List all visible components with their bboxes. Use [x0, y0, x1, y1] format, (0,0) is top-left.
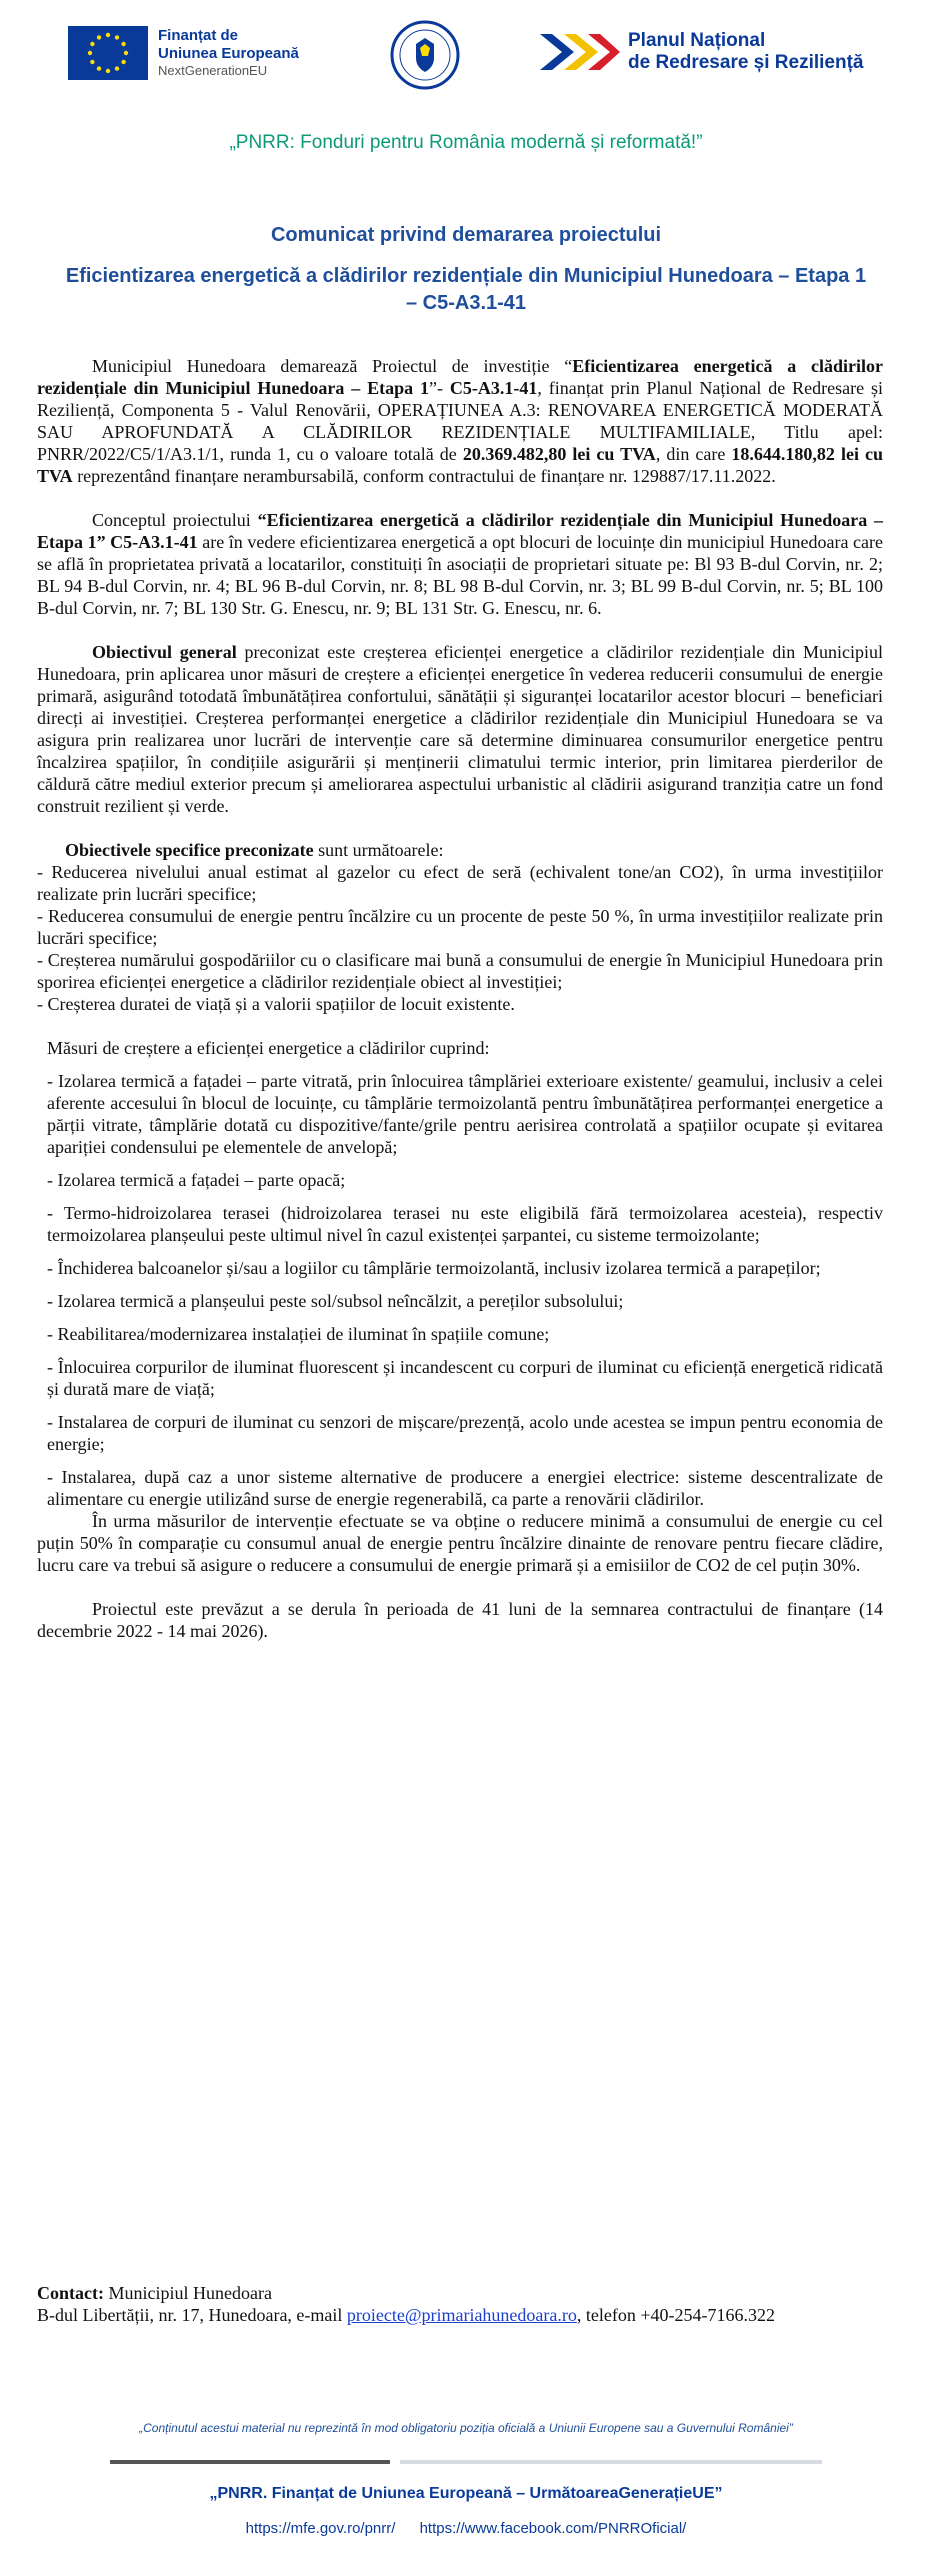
project-name-bold: “Eficientizarea energetică a clădirilor rezidențiale din Municipiul Hunedoara – Etapa 1” C5-A3.1-41: [37, 510, 884, 552]
paragraph-concept: [37, 509, 883, 619]
facebook-link[interactable]: https://www.facebook.com/PNRROficial/: [419, 2520, 687, 2537]
contact-block: [37, 2282, 883, 2326]
body-text: [37, 355, 883, 1642]
paragraph-duration: Proiectul este prevăzut a se derula în perioada de 41 luni de la semnarea contractului de finanțare (14 decembrie 2022 - 14 mai 2026).: [37, 1599, 883, 1641]
list-item: - Reducerea nivelului anual estimat al gazelor cu efect de seră (echivalent tone/an CO2), în urma investițiilor realizate prin lucrări specifice;: [37, 862, 883, 904]
project-code: C5-A3.1-41: [449, 378, 538, 398]
list-item: - Izolarea termică a fațadei – parte opacă;: [47, 1170, 346, 1190]
paragraph-results: În urma măsurilor de intervenție efectuate se va obține o reducere minimă a consumului de energie cu cel puțin 50% în comparație cu consumul anual de energie pentru încălzire dinainte de renovare pentru fiecare clădire, lucru care va trebui să asigure o reducere a consumului de energie primară și a emisiilor de CO2 de cel puțin 30%.: [37, 1511, 883, 1575]
pnrr-arrows-icon: [540, 28, 620, 76]
list-item: - Reabilitarea/modernizarea instalației de iluminat în spațiile comune;: [47, 1324, 550, 1344]
list-item: - Instalarea de corpuri de iluminat cu senzori de mișcare/prezență, acolo unde acestea se impun pentru economia de energie;: [47, 1412, 883, 1454]
list-item: - Izolarea termică a planșeului peste sol/subsol neîncălzit, a pereților subsolului;: [47, 1291, 624, 1311]
contact-address: B-dul Libertății, nr. 17, Hunedoara, e-mail: [37, 2305, 347, 2325]
mfe-link[interactable]: https://mfe.gov.ro/pnrr/: [245, 2520, 396, 2537]
footer-divider: [110, 2460, 822, 2466]
title-line1: Comunicat privind demararea proiectului: [270, 224, 662, 246]
text-span: , din care: [655, 444, 732, 464]
eu-funding-logo: [68, 26, 299, 80]
pnrr-logo-line1: Planul Național: [628, 30, 766, 52]
contact-name: Municipiul Hunedoara: [103, 2283, 272, 2303]
list-item: - Înlocuirea corpurilor de iluminat fluorescent și incandescent cu corpuri de iluminat cu eficiență energetică ridicată și durată mare de viață;: [47, 1357, 883, 1399]
list-item: - Instalarea, după caz a unor sisteme alternative de producere a energiei electrice: sisteme descentralizate de alimentare cu energie utilizând surse de energie regenerabilă, ca parte a renovării clădirilor.: [47, 1467, 883, 1509]
list-item: - Creșterea duratei de viață și a valorii spațiilor de locuit existente.: [37, 994, 515, 1014]
page-title: [60, 222, 872, 317]
contact-label: Contact:: [37, 2283, 104, 2303]
specific-objectives-label: Obiectivele specifice preconizate: [65, 840, 314, 860]
list-item: - Creșterea numărului gospodăriilor cu o clasificare mai bună a consumului de energie în Municipiul Hunedoara prin sporirea eficienței energetice a clădirilor rezidențiale obiect al investiției;: [37, 950, 883, 992]
project-name: Eficientizarea energetică a clădirilor rezidențiale din Municipiul Hunedoara – Etapa 1: [37, 356, 883, 398]
list-item: - Închiderea balcoanelor și/sau a logiilor cu tâmplărie termoizolantă, inclusiv izolarea termică a parapeților;: [47, 1258, 821, 1278]
text-span: Conceptul proiectului: [92, 510, 258, 530]
list-item: - Reducerea consumului de energie pentru încălzire cu un procente de peste 50 %, în urma investițiilor realizate prin lucrări specifice;: [37, 906, 883, 948]
general-objective-label: Obiectivul general: [92, 642, 237, 662]
footer-links: [0, 2520, 932, 2537]
slogan: „PNRR: Fonduri pentru România modernă și reformată!”: [229, 132, 703, 153]
specific-objectives-heading: [37, 839, 883, 861]
contact-phone: , telefon +40-254-7166.322: [576, 2305, 776, 2325]
total-value: 20.369.482,80 lei cu TVA: [462, 444, 656, 464]
list-item: - Izolarea termică a fațadei – parte vitrată, prin înlocuirea tâmplăriei exterioare existente/ geamului, inclusiv a celei aferente accesului în blocul de locuințe, cu tâmplărie termoizolantă pentru îmbunătățirea performanței energetice a părții vitrate, tâmplărie dotată cu dispozitive/fante/grile pentru aerisirea controlată a spațiilor ocupate și evitarea apariției condensului pe elementele de anvelopă;: [47, 1071, 883, 1157]
text-span: reprezentând finanțare nerambursabilă, conform contractului de finanțare nr. 129887/17.11.2022.: [72, 466, 776, 486]
text-span: ”-: [429, 378, 450, 398]
grant-value: 18.644.180,82 lei cu TVA: [37, 444, 884, 486]
eu-flag-icon: [68, 26, 148, 80]
measures-intro: Măsuri de creștere a eficienței energetice a clădirilor cuprind:: [47, 1038, 490, 1058]
email-link[interactable]: proiecte@primariahunedoara.ro: [346, 2305, 577, 2325]
government-seal-icon: [390, 20, 460, 90]
logo-header: [60, 20, 880, 90]
text-span: preconizat este creșterea eficienței energetice a clădirilor rezidențiale din Municipiul Hunedoara, prin aplicarea unor măsuri de creștere a eficienței energetice în vederea reducerii consumului de energie primară, asigurând totodată îmbunătățirea confortului, sănătății și siguranței locatarilor acestor blocuri – beneficiari direcți ai investiției. Creșterea performanței energetice a clădirilor rezidențiale din Municipiul Hunedoara se va asigura prin realizarea unor lucrări de intervenție care să determine diminuarea consumurilor energetice pentru încalzirea spațiilor, în condițiile asigurării și menținerii climatului termic interior, prin limitarea pierderilor de căldură către mediul exterior precum și ameliorarea aspectului urbanistic al clădirii asigurand tranziția catre un fond construit rezilient și verde.: [37, 642, 883, 816]
footer-disclaimer: „Conținutul acestui material nu reprezintă în mod obligatoriu poziția oficială a Uniunii Europene sau a Guvernului României”: [139, 2421, 793, 2435]
text-span: sunt următoarele:: [313, 840, 444, 860]
text-span: are în vedere eficientizarea energetică a opt blocuri de locuințe din municipiul Hunedoara care se află în proprietatea privată a locatarilor, constituiți în asociații de proprietari situate pe: Bl 93 B-dul Corvin, nr. 2; BL 94 B-dul Corvin, nr. 4; BL 96 B-dul Corvin, nr. 8; BL 98 B-dul Corvin, nr. 3; BL 99 B-dul Corvin, nr. 5; BL 100 B-dul Corvin, nr. 7; BL 130 Str. G. Enescu, nr. 9; BL 131 Str. G. Enescu, nr. 6.: [37, 532, 884, 618]
eu-logo-line2: Uniunea Europeană: [158, 45, 299, 63]
paragraph-general-objective: [37, 641, 883, 817]
text-span: , finanțat prin Planul Național de Redresare și Reziliență, Componenta 5 - Valul Renovării, OPERAȚIUNEA A.3: RENOVAREA ENERGETICĂ MODERATĂ SAU APROFUNDATĂ A CLĂDIRILOR REZIDENȚIALE MULTIFAMILIALE, Titlu apel: PNRR/2022/C5/1/A3.1/1, runda 1, cu o valoare totală de: [37, 378, 884, 464]
list-item: - Termo-hidroizolarea terasei (hidroizolarea terasei nu este eligibilă fără termoizolarea acesteia), respectiv termoizolarea planșeului peste ultimul nivel în cazul existenței șarpantei, cu sisteme termoizolante;: [47, 1203, 883, 1245]
footer-motto: „PNRR. Finanțat de Uniunea Europeană – UrmătoareaGenerațieUE”: [209, 2485, 723, 2502]
text-span: Municipiul Hunedoara demarează Proiectul de investiție “: [92, 356, 573, 376]
paragraph-intro: [37, 355, 883, 487]
pnrr-logo-line2: de Redresare și Reziliență: [628, 52, 864, 73]
eu-logo-line1: Finanțat de: [158, 27, 239, 45]
pnrr-logo: [540, 28, 864, 76]
title-line2: Eficientizarea energetică a clădirilor rezidențiale din Municipiul Hunedoara – Etapa 1 – C5-A3.1-41: [65, 265, 867, 314]
eu-logo-line3: NextGenerationEU: [158, 63, 268, 79]
